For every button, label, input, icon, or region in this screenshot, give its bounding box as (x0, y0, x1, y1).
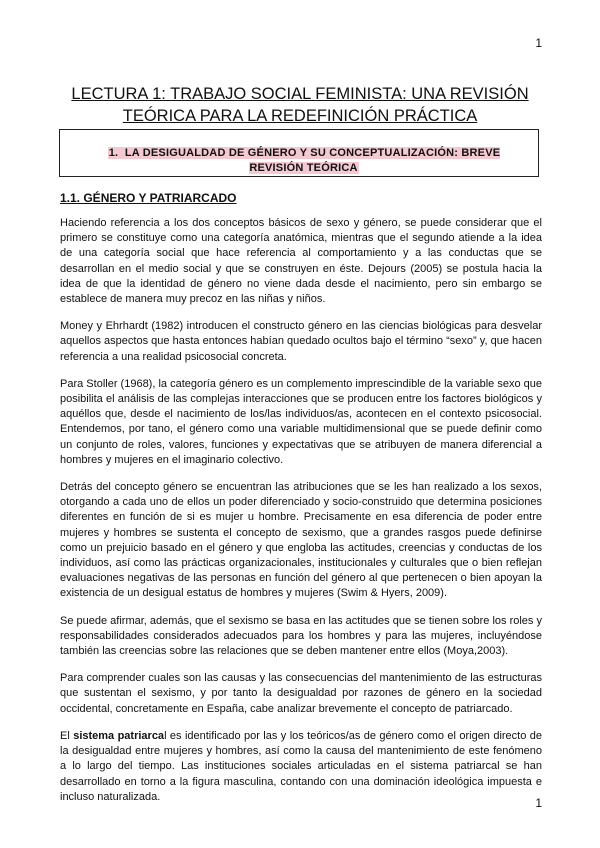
section-heading (84, 146, 524, 176)
paragraph: Detrás del concepto género se encuentran las atribuciones que se les han realizado a los sexos, otorgando a cada uno de ellos un poder diferenciado y socio-construido que determina posiciones diferentes en función de si es mujer u hombre. Precisamente en esa diferencia de poder entre mujeres y hombres se sustenta el concepto de sexismo, que a grandes rasgos puede definirse como un prejuicio basado en el género y que engloba las actitudes, creencias y conductas de los individuos, así como las prácticas organizacionales, institucionales y culturales que o bien reflejan evaluaciones negativas de las personas en función del género al que pertenecen o bien apoyan la existencia de un desigual estatus de hombres y mujeres (Swim & Hyers, 2009). (60, 481, 542, 600)
section-heading-highlight (108, 147, 501, 174)
paragraph-patriarcal (60, 729, 542, 805)
subsection-heading: 1.1. GÉNERO Y PATRIARCADO (60, 191, 237, 205)
paragraph: Money y Ehrhardt (1982) introducen el constructo género en las ciencias biológicas para desvelar aquellos aspectos que hasta entonces habían quedado ocultos bajo el término “sexo” y, que hacen referencia a una realidad psicosocial concreta. (60, 320, 542, 363)
document-title: LECTURA 1: TRABAJO SOCIAL FEMINISTA: UNA REVISIÓN TEÓRICA PARA LA REDEFINICIÓN PRÁCTICA (71, 85, 529, 126)
paragraph: Se puede afirmar, además, que el sexismo se basa en las actitudes que se tienen sobre los roles y responsabilidades considerados adecuados para los hombres y para las mujeres, incluyéndose también las creencias sobre las relaciones que se deben mantener entre ellos (Moya,2003). (60, 614, 542, 658)
paragraph: Para comprender cuales son las causas y las consecuencias del mantenimiento de las estructuras que sustentan el sexismo, y por tanto la desigualdad por razones de género en la sociedad occidental, concretamente en España, cabe analizar brevemente el concepto de patriarcado. (60, 672, 542, 715)
paragraph: Haciendo referencia a los dos conceptos básicos de sexo y género, se puede considerar que el primero se constituye como una categoría anatómica, mientras que el segundo atiende a la idea de una categoría social que hace referencia al comportamiento y a las conductas que se desarrollan en el medio social y que se construyen en éste. Dejours (2005) se postula hacia la idea de que la identidad de género no viene dada desde el nacimiento, pero sin embargo se establece de manera muy precoz en las niñas y niños. (60, 217, 542, 306)
section-number: 1. (108, 147, 119, 159)
section-heading-box (59, 129, 539, 177)
bold-term: sistema patriarca (73, 729, 165, 742)
section-heading-text: LA DESIGUALDAD DE GÉNERO Y SU CONCEPTUALIZACIÓN: BREVE REVISIÓN TEÓRICA (124, 147, 501, 174)
body-text (60, 216, 542, 817)
paragraph-rest: l es identificado por las y los teóricos/as de género como el origen directo de la desigualdad entre mujeres y hombres, así como la causa del mantenimiento de este fenómeno a lo largo del tiempo. Las instituciones sociales articuladas en el sistema patriarcal se han desarrollado en torno a la figura masculina, contando con una dominación ideológica impuesta e incluso naturalizada. (60, 729, 542, 803)
paragraph: Para Stoller (1968), la categoría género es un complemento imprescindible de la variable sexo que posibilita el análisis de las complejas interacciones que se producen entre los factores biológicos y aquéllos que, desde el nacimiento de los/las individuos/as, acontecen en el contexto psicosocial. Entendemos, por tano, el género como una variable multidimensional que se puede definir como un conjunto de roles, valores, funciones y expectativas que se atribuyen de manera diferencial a hombres y mujeres en el imaginario colectivo. (60, 377, 542, 466)
page-number-bottom: 1 (535, 796, 542, 810)
page-number-top: 1 (535, 36, 542, 50)
paragraph-lead: El (60, 729, 74, 742)
